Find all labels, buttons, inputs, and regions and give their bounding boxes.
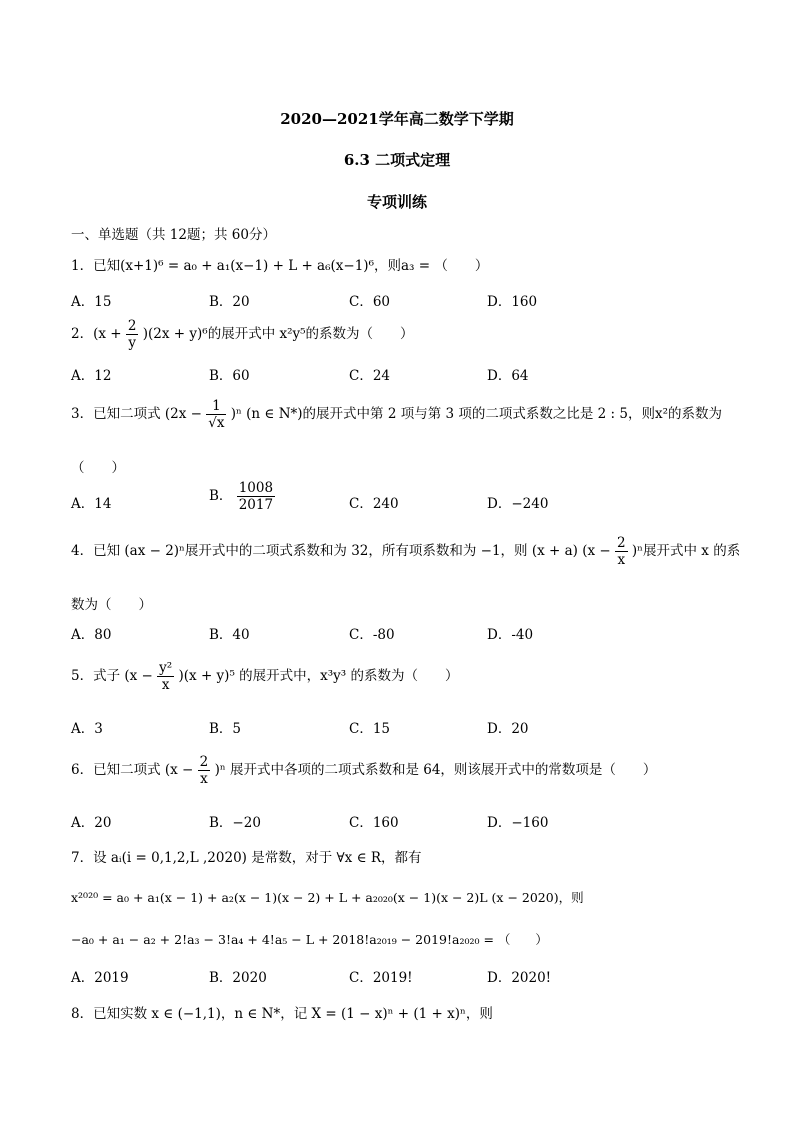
question-6-stem (71, 754, 656, 787)
option-c[interactable]: C．160 (349, 815, 399, 831)
option-b[interactable]: B．40 (209, 627, 250, 643)
question-5-stem-post: )(x + y)⁵ 的展开式中，x³y³ 的系数为（ ） (178, 668, 459, 684)
question-3-options (0, 480, 794, 513)
option-a[interactable]: A．2019 (71, 970, 129, 986)
option-b-fraction (237, 480, 275, 513)
question-7-equation: x²⁰²⁰ = a₀ + a₁(x − 1) + a₂(x − 1)(x − 2) + L + a₂₀₂₀(x − 1)(x − 2)L (x − 2020)，则 (71, 890, 584, 905)
fraction (157, 660, 174, 693)
option-b[interactable]: B．60 (209, 368, 250, 384)
option-b[interactable]: B．5 (209, 721, 242, 737)
option-d[interactable]: D．64 (487, 368, 529, 384)
question-4-stem (71, 535, 740, 568)
option-d[interactable]: D．-40 (487, 627, 534, 643)
option-c[interactable]: C．15 (349, 721, 391, 737)
question-6-stem-pre: 6．已知二项式 (x − (71, 762, 194, 778)
question-6-stem-post: )ⁿ 展开式中各项的二项式系数和是 64，则该展开式中的常数项是（ ） (214, 762, 657, 778)
option-a[interactable]: A．12 (71, 368, 112, 384)
option-b[interactable]: B．20 (209, 294, 250, 310)
option-d[interactable]: D．−160 (487, 815, 549, 831)
option-c[interactable]: C．24 (349, 368, 391, 384)
fraction (198, 754, 211, 787)
option-b[interactable]: B．2020 (209, 970, 267, 986)
fraction (206, 398, 226, 431)
option-c[interactable]: C．2019! (349, 970, 413, 986)
question-8-stem: 8．已知实数 x ∈ (−1,1)，n ∈ N*，记 X = (1 − x)ⁿ + (1 + x)ⁿ，则 (71, 1006, 493, 1022)
fraction-numerator: 2 (199, 754, 209, 770)
section-heading: 一、单选题（共 12题；共 60分） (71, 227, 276, 243)
fraction-denominator: x (617, 552, 626, 568)
question-3-stem-post: )ⁿ (n ∈ N*)的展开式中第 2 项与第 3 项的二项式系数之比是 2 : 5，则x²的系数为 (230, 406, 722, 422)
subtitle: 专项训练 (366, 193, 427, 211)
fraction (126, 318, 139, 351)
option-c[interactable]: C．-80 (349, 627, 395, 643)
fraction-denominator: √x (208, 415, 225, 431)
question-7-options (0, 966, 794, 986)
fraction-numerator: 2 (617, 535, 626, 551)
question-1-options (0, 290, 794, 310)
question-3-stem-continued: （ ） (71, 460, 125, 476)
question-2-stem-post: )(2x + y)⁶的展开式中 x²y⁵的系数为（ ） (142, 326, 414, 342)
question-4-options (0, 623, 794, 643)
question-7-expression: −a₀ + a₁ − a₂ + 2!a₃ − 3!a₄ + 4!a₅ − L + 2018!a₂₀₁₉ − 2019!a₂₀₂₀ = （ ） (71, 932, 548, 947)
fraction-denominator: x (161, 677, 170, 693)
option-d[interactable]: D．2020! (487, 970, 552, 986)
question-2-options (0, 364, 794, 384)
document-title: 2020—2021学年高二数学下学期 (280, 110, 514, 128)
question-5-stem (71, 660, 459, 693)
question-3-stem-pre: 3．已知二项式 (2x − (71, 406, 202, 422)
question-4-stem-continued: 数为（ ） (71, 597, 152, 613)
question-2-stem-pre: 2．(x + (71, 326, 122, 342)
option-a[interactable]: A．3 (71, 721, 103, 737)
fraction-denominator: 2017 (238, 497, 274, 513)
question-1-stem: 1．已知(x+1)⁶ = a₀ + a₁(x−1) + L + a₆(x−1)⁶，则a₃ = （ ） (71, 258, 489, 274)
fraction-numerator: 1 (206, 398, 226, 415)
option-b[interactable]: B．−20 (209, 815, 261, 831)
option-a[interactable]: A．80 (71, 627, 112, 643)
question-4-stem-pre: 4．已知 (ax − 2)ⁿ展开式中的二项式系数和为 32，所有项系数和为 −1，则 (x + a) (x − (71, 543, 611, 559)
question-5-stem-pre: 5．式子 (x − (71, 668, 153, 684)
option-d[interactable]: D．−240 (487, 496, 549, 512)
fraction (615, 535, 628, 568)
section-title: 6.3 二项式定理 (343, 151, 451, 169)
question-7-stem: 7．设 aᵢ(i = 0,1,2,L ,2020) 是常数，对于 ∀x ∈ R，都有 (71, 850, 422, 866)
question-2-stem (71, 318, 414, 351)
question-5-options (0, 717, 794, 737)
option-b[interactable] (209, 480, 275, 513)
fraction-denominator: x (200, 771, 208, 787)
question-4-stem-post: )ⁿ展开式中 x 的系 (631, 543, 741, 559)
fraction-numerator: 1008 (238, 480, 274, 496)
option-a[interactable]: A．15 (71, 294, 112, 310)
option-c[interactable]: C．240 (349, 496, 399, 512)
option-b-label: B． (209, 488, 233, 504)
fraction-numerator: y² (159, 660, 173, 676)
option-a[interactable]: A．14 (71, 496, 112, 512)
fraction-denominator: y (128, 335, 136, 351)
option-c[interactable]: C．60 (349, 294, 391, 310)
fraction-numerator: 2 (127, 318, 137, 334)
option-d[interactable]: D．160 (487, 294, 538, 310)
question-3-stem (71, 398, 722, 431)
option-a[interactable]: A．20 (71, 815, 112, 831)
option-d[interactable]: D．20 (487, 721, 529, 737)
question-6-options (0, 811, 794, 831)
